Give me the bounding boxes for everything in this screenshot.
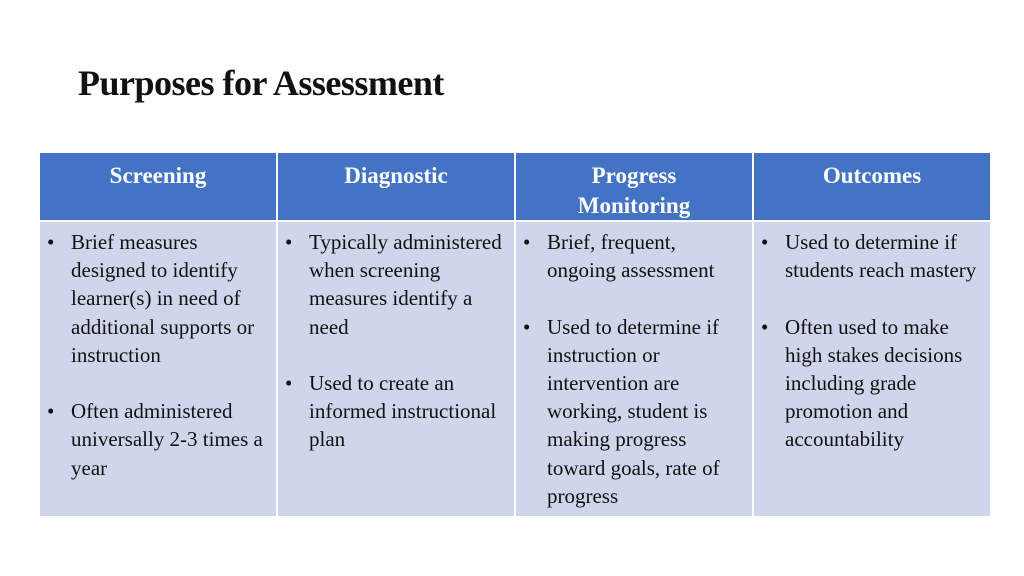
cell-outcomes [754, 222, 990, 516]
header-screening [40, 153, 276, 220]
bullet-text: Used to determine if students reach mastery [785, 230, 977, 283]
header-diagnostic-label: Diagnostic [344, 163, 448, 188]
header-diagnostic [278, 153, 514, 220]
slide-title: Purposes for Assessment [78, 63, 444, 103]
list-item [285, 228, 508, 341]
header-outcomes [754, 153, 990, 220]
bullet-icon: • [47, 230, 55, 254]
list-item [47, 228, 270, 369]
header-outcomes-label: Outcomes [822, 163, 922, 188]
list-item [523, 228, 746, 284]
bullet-text: Often used to make high stakes decisions including grade promotion and accountability [785, 314, 963, 452]
cell-screening [40, 222, 276, 516]
cell-progress-monitoring [516, 222, 752, 516]
bullet-icon: • [285, 371, 293, 395]
bullet-text: Used to create an informed instructional plan [309, 371, 497, 452]
header-progress-label-line1: Progress [591, 163, 677, 188]
bullet-text: Brief measures designed to identify learner(s) in need of additional supports or instruction [71, 230, 255, 367]
bullet-text: Typically administered when screening measures identify a need [309, 230, 502, 339]
bullet-icon: • [523, 230, 531, 254]
bullet-icon: • [523, 314, 531, 339]
header-progress-label-line2: Monitoring [577, 193, 691, 218]
bullet-icon: • [47, 399, 55, 424]
list-item [761, 313, 984, 454]
bullet-text: Brief, frequent, ongoing assessment [547, 230, 715, 283]
list-item [761, 228, 984, 284]
bullet-text: Often administered universally 2-3 times a year [71, 399, 263, 480]
cell-diagnostic [278, 222, 514, 516]
list-item [47, 397, 270, 482]
bullet-icon: • [285, 230, 293, 254]
list-item [523, 313, 746, 510]
list-item [285, 369, 508, 454]
bullet-icon: • [761, 314, 769, 339]
bullet-text: Used to determine if instruction or intervention are working, student is making progress toward goals, rate of progress [547, 314, 720, 508]
bullet-icon: • [761, 230, 769, 254]
header-screening-label: Screening [109, 163, 207, 188]
assessment-table [40, 153, 986, 516]
header-progress-monitoring [516, 153, 752, 220]
